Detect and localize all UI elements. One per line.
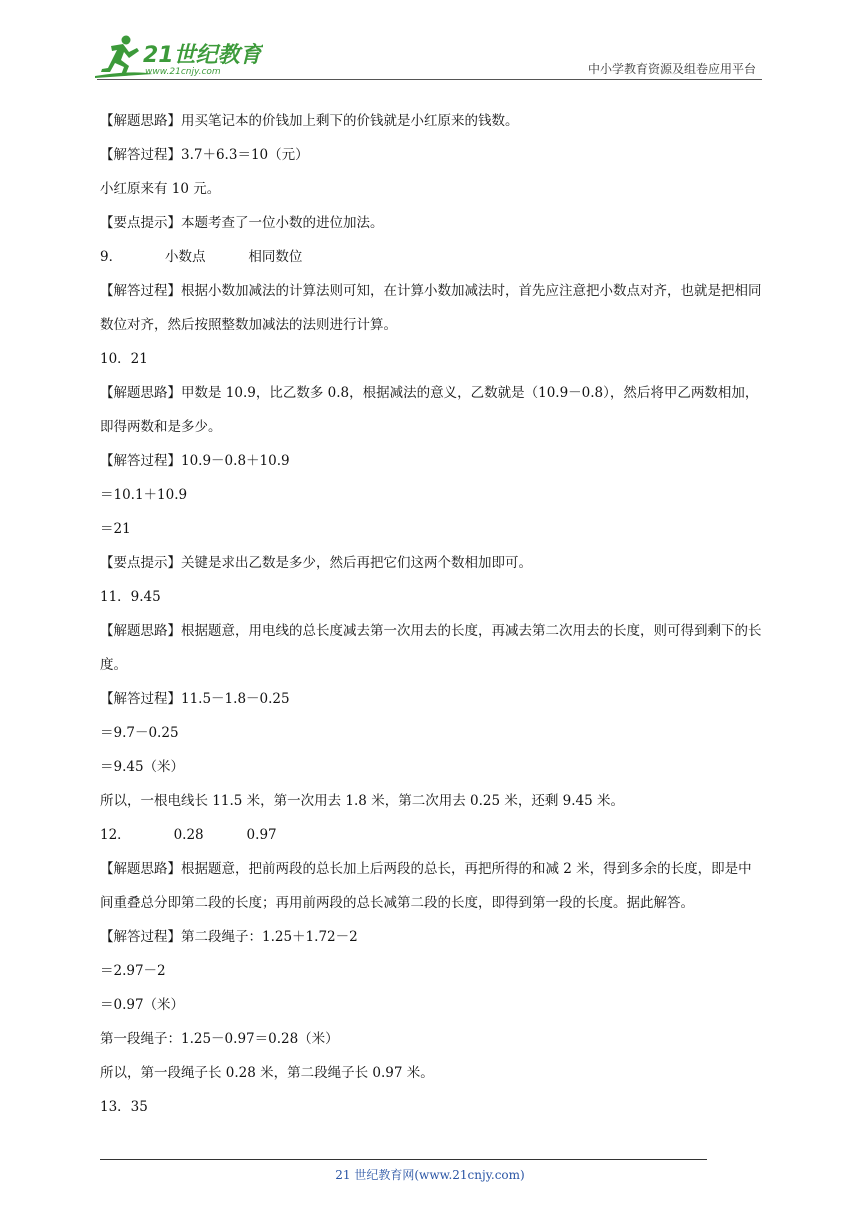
text-line: 11．9.45: [100, 589, 161, 605]
text-line: ＝21: [100, 521, 131, 537]
text-line: 【解答过程】10.9－0.8＋10.9: [100, 453, 290, 469]
text-line: 【要点提示】本题考查了一位小数的进位加法。: [100, 215, 384, 231]
text-line: 【解题思路】根据题意，把前两段的总长加上后两段的总长，再把所得的和减 2 米，得到多余的长度，即是中间重叠总分即第二段的长度；再用前两段的总长减第二段的长度，即得到第一段的长度。据此解答。: [100, 861, 752, 911]
platform-title: 中小学教育资源及组卷应用平台: [587, 62, 756, 76]
text-line: ＝2.97－2: [100, 963, 166, 979]
text-line: 13．35: [100, 1099, 148, 1115]
21cnjy-logo: [93, 32, 263, 80]
document-body: [100, 104, 765, 1124]
page-footer: 21 世纪教育网(www.21cnjy.com): [335, 1168, 525, 1182]
text-line: 第一段绳子：1.25－0.97＝0.28（米）: [100, 1031, 339, 1047]
text-line: 【解答过程】11.5－1.8－0.25: [100, 691, 290, 707]
text-line: 所以，一根电线长 11.5 米，第一次用去 1.8 米，第二次用去 0.25 米，还剩 9.45 米。: [100, 793, 624, 809]
text-line: 【解题思路】用买笔记本的价钱加上剩下的价钱就是小红原来的钱数。: [100, 113, 519, 129]
text-line: ＝10.1＋10.9: [100, 487, 188, 503]
text-line: 【解题思路】根据题意，用电线的总长度减去第一次用去的长度，再减去第二次用去的长度，则可得到剩下的长度。: [100, 623, 762, 673]
text-line: 【解答过程】3.7＋6.3＝10（元）: [100, 147, 309, 163]
text-line: 【解答过程】根据小数加减法的计算法则可知，在计算小数加减法时，首先应注意把小数点对齐，也就是把相同数位对齐，然后按照整数加减法的法则进行计算。: [100, 283, 762, 333]
text-line: 【解答过程】第二段绳子：1.25＋1.72－2: [100, 929, 358, 945]
header-divider: [97, 79, 762, 80]
text-line: 【解题思路】甲数是 10.9，比乙数多 0.8，根据减法的意义，乙数就是（10.9－0.8），然后将甲乙两数相加，即得两数和是多少。: [100, 385, 759, 435]
text-line: 10．21: [100, 351, 148, 367]
text-line: 【要点提示】关键是求出乙数是多少，然后再把它们这两个数相加即可。: [100, 555, 532, 571]
text-line: ＝9.7－0.25: [100, 725, 179, 741]
logo-url: www.21cnjy.com: [145, 67, 221, 77]
text-line: 小红原来有 10 元。: [100, 181, 221, 197]
text-line: 所以，第一段绳子长 0.28 米，第二段绳子长 0.97 米。: [100, 1065, 434, 1081]
logo-text: 21世纪教育: [143, 43, 262, 68]
text-line: ＝9.45（米）: [100, 759, 185, 775]
footer-divider: [100, 1159, 707, 1160]
text-line: ＝0.97（米）: [100, 997, 185, 1013]
text-line: 9． 小数点 相同数位: [100, 249, 303, 265]
text-line: 12． 0.28 0.97: [100, 827, 277, 843]
page-header: [0, 0, 860, 82]
